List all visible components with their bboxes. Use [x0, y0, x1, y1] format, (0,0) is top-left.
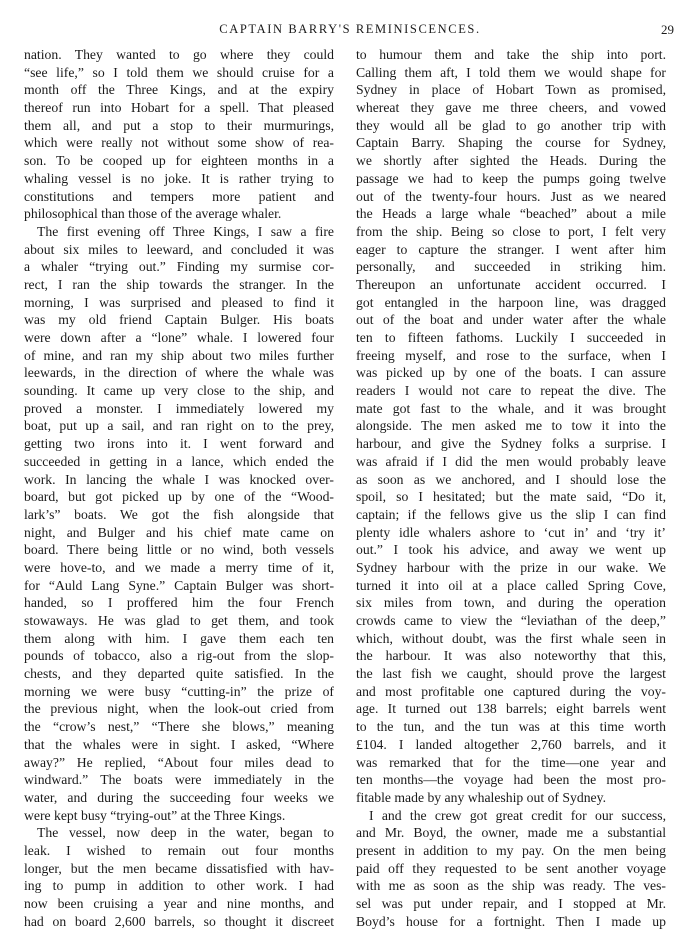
text-line: a whaler “trying out.” Finding my surmise cor- [24, 259, 334, 275]
text-line: harbour, and give the Sydney folks a surprise. I [356, 436, 666, 452]
text-line: were down after a “lone” whale. I lowered four [24, 330, 334, 345]
text-line: six miles from town, and during the operation [356, 595, 666, 611]
text-line: Boyd’s house for a fortnight. Then I made up [356, 913, 666, 929]
text-line: ing to pump in addition to other work. I had [24, 878, 334, 894]
text-line: the last fish we caught, should prove the largest [356, 666, 666, 682]
text-line: “see life,” so I told them we should cruise for a [24, 64, 334, 80]
text-line: to the tun, and the tun was at this time worth [356, 719, 666, 735]
text-line: of mine, and ran my ship about two miles further [24, 347, 334, 363]
right-text-column [356, 46, 666, 930]
text-line: The first evening off Three Kings, I saw a fire [37, 223, 334, 239]
text-line: to humour them and take the ship into port. [356, 47, 666, 62]
text-line: for “Auld Lang Syne.” Captain Bulger was short- [24, 577, 334, 593]
text-line: the Heads a large whale “beached” about a mile [356, 206, 666, 222]
text-line: thereof run into Hobart for a spell. That pleased [24, 100, 334, 116]
text-line: alongside. The men asked me to tow it into the [356, 418, 666, 434]
text-line: spoil, so I hesitated; but the mate said, “Do it, [356, 489, 666, 505]
text-line: Sydney in place of Hobart Town as promised, [356, 82, 666, 98]
text-line: sel was put under repair, and I stopped at Mr. [356, 896, 666, 911]
text-line: fitable made by any whaleship out of Sydney. [356, 789, 606, 805]
text-line: was my old friend Captain Bulger. His boats [24, 312, 334, 328]
page-number: 29 [661, 22, 674, 37]
text-line: mate got fast to the whale, and it was brought [356, 400, 666, 416]
left-text-column [24, 46, 334, 930]
text-line: Sydney harbour with the prize in our wake. We [356, 559, 666, 575]
text-line: that the whales were in sight. I asked, “Where [24, 736, 334, 752]
text-line: philosophical than those of the average whaler. [24, 206, 282, 222]
text-line: board, but got picked up by one of the “Wood- [24, 489, 334, 505]
text-line: The vessel, now deep in the water, began to [37, 825, 334, 841]
text-line: freeing myself, and rose to the surface, when I [356, 347, 666, 363]
text-line: handed, so I proffered him the four French [24, 595, 334, 611]
text-line: month off the Three Kings, and at the expiry [24, 82, 334, 98]
text-line: them all, and put a stop to their murmurings, [24, 117, 334, 133]
text-line: morning we were busy “cutting-in” the prize of [24, 683, 334, 699]
running-header [0, 22, 700, 42]
text-line: away?” He replied, “About four miles dead to [24, 754, 334, 770]
text-line: £104. I landed altogether 2,760 barrels, and it [356, 736, 666, 752]
text-line: turned it into oil at a place called Spring Cove, [356, 577, 666, 593]
text-line: pounds of tobacco, also a rig-out from the slop- [24, 648, 334, 664]
text-line: rect, I ran the ship towards the stranger. In the [24, 276, 334, 292]
text-line: was picked up by one of the boats. I can assure [356, 365, 666, 381]
text-line: leewards, in the direction of where the whale was [24, 365, 334, 381]
text-line: which, without doubt, was the first whale seen in [356, 630, 666, 646]
text-line: about six miles to leeward, and concluded it was [24, 241, 334, 257]
text-line: plenty idle whalers ashore to ‘cut in’ and ‘try it’ [356, 524, 666, 540]
text-line: got entangled in the harpoon line, was dragged [356, 294, 666, 310]
text-line: whaling vessel is no joke. It is rather trying to [24, 170, 334, 186]
text-line: out.” I took his advice, and away we went up [356, 542, 666, 558]
text-line: ten to fifteen fathoms. Luckily I succeeded in [356, 330, 666, 345]
text-line: work. In lancing the whale I was knocked over- [24, 471, 334, 487]
text-line: eager to capture the stranger. I went after him [356, 241, 666, 257]
text-line: boat, put up a sail, and ran right on to the prey, [24, 418, 334, 434]
text-line: windward.” The boats were immediately in the [24, 772, 334, 788]
text-line: crowds came to view the “leviathan of the deep,” [356, 613, 666, 628]
text-line: night, and Bulger and his chief mate came on [24, 524, 334, 540]
text-line: Calling them aft, I told them we would shape for [356, 64, 666, 80]
text-line: whereat they gave me three cheers, and vowed [356, 100, 666, 116]
text-line: paid off they requested to be sent another voyage [356, 860, 666, 876]
text-line: with me as soon as the ship was ready. The ves- [356, 878, 666, 894]
text-line: now been cruising a year and nine months, and [24, 896, 334, 911]
text-line: they would all be glad to go another trip with [356, 117, 666, 133]
text-line: were hove-to, and we made a merry time of it, [24, 559, 334, 575]
running-title: CAPTAIN BARRY'S REMINISCENCES. [219, 22, 481, 36]
text-line: which were really not without some show of rea- [24, 135, 334, 151]
text-line: proved a monster. I immediately lowered my [24, 400, 334, 416]
text-line: nation. They wanted to go where they could [24, 47, 334, 62]
text-line: were kept busy “trying-out” at the Three Kings. [24, 807, 286, 823]
text-line: sounding. It came up very close to the ship, and [24, 383, 334, 399]
text-line: chests, and they departed quite satisfied. In the [24, 666, 334, 682]
text-line: passage we had to keep the pumps going twelve [356, 170, 666, 186]
text-line: out of the boat and under water after the whale [356, 312, 666, 328]
text-line: and most profitable one captured during the voy- [356, 683, 666, 699]
text-line: stowaways. He was glad to get them, and took [24, 613, 334, 628]
text-line: lark’s” boats. We got the fish alongside that [24, 506, 334, 522]
text-line: getting two irons into it. I went forward and [24, 436, 334, 452]
text-line: captain; if the fellows give us the slip I can find [356, 506, 666, 522]
text-line: morning, I was surprised and pleased to find it [24, 294, 334, 310]
text-line: longer, but the men became dissatisfied with hav- [24, 860, 334, 876]
text-line: the “crow’s nest,” “There she blows,” meaning [24, 719, 334, 735]
text-line: board. There being little or no wind, both vessels [24, 542, 334, 558]
text-line: Captain Barry. Shaping the course for Sydney, [356, 135, 666, 151]
text-line: ten months—the voyage had been the most pro- [356, 772, 666, 788]
text-line: had on board 2,600 barrels, so thought it discreet [24, 913, 334, 929]
text-line: and Mr. Boyd, the owner, made me a substantial [356, 825, 666, 841]
text-line: the previous night, when the look-out cried from [24, 701, 334, 717]
text-line: Thereupon an unfortunate accident occurred. I [356, 276, 666, 292]
text-line: from the ship. Being so close to port, I felt very [356, 223, 666, 239]
text-line: as soon as we anchored, and I should lose the [356, 471, 666, 487]
text-line: water, and during the succeeding four weeks we [24, 789, 334, 805]
text-line: leak. I wished to remain out four months [24, 842, 334, 858]
text-line: out of the twenty-four hours. Just as we neared [356, 188, 666, 204]
text-line: the harbour. It was also noteworthy that this, [356, 648, 666, 664]
text-line: personally, and succeeded in striking him. [356, 259, 666, 275]
text-line: age. It turned out 138 barrels; eight barrels went [356, 701, 666, 717]
text-line: was remarked that for the time—one year and [356, 754, 666, 770]
text-line: constitutions and tempers more patient and [24, 188, 334, 204]
text-line: present in addition to my pay. On the men being [356, 842, 666, 858]
text-line: I and the crew got great credit for our success, [369, 807, 666, 823]
text-line: we shortly after sighted the Heads. During the [356, 153, 666, 169]
text-line: them along with him. I gave them each ten [24, 630, 334, 646]
text-line: succeeded in getting in a lance, which ended the [24, 453, 334, 469]
text-line: was afraid if I did the men would probably leave [356, 453, 666, 469]
text-line: son. To be cooped up for eighteen months in a [24, 153, 334, 169]
text-line: readers I would not care to repeat the dive. The [356, 383, 666, 399]
